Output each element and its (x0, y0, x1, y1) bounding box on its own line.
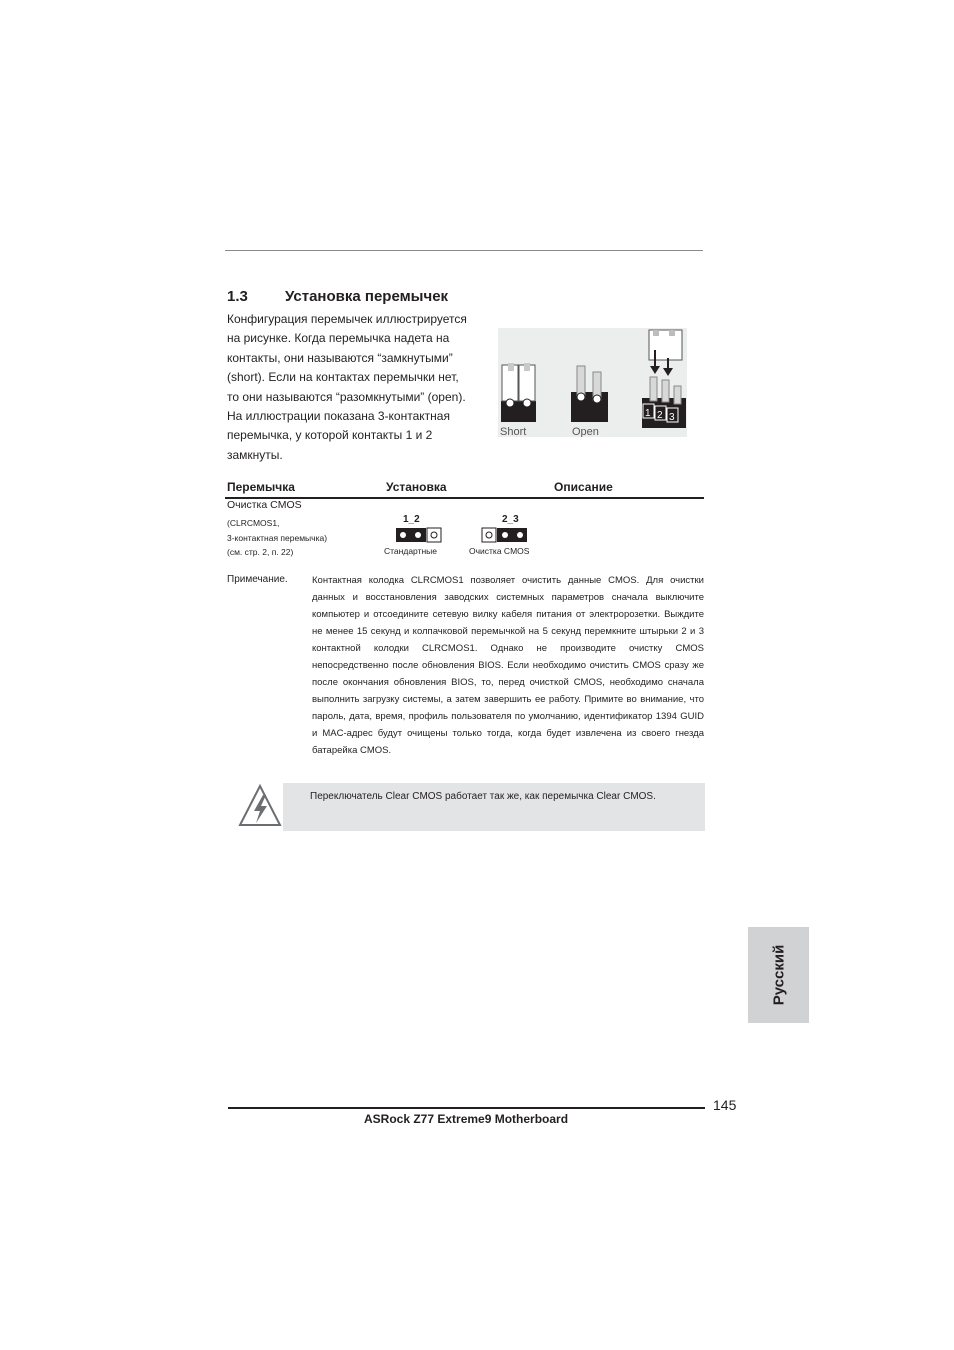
jumper-detail-line: (CLRCMOS1, (227, 518, 280, 528)
page-number: 145 (713, 1097, 737, 1113)
pin-label: 1 (645, 408, 651, 419)
warning-icon (237, 783, 283, 829)
section-title: Установка перемычек (285, 288, 449, 305)
jumper-illustration (498, 328, 687, 437)
intro-line: контакты, они называются “замкнутыми” (227, 350, 453, 365)
language-tab (748, 927, 809, 1023)
caption-default: Стандартные (384, 546, 438, 556)
header-description: Описание (554, 480, 613, 494)
short-jumper-graphic (501, 363, 536, 422)
callout-text: Переключатель Clear CMOS работает так же, как перемычка Clear CMOS. (310, 791, 656, 802)
header-setting: Установка (386, 480, 447, 494)
intro-line: то они называются “разомкнутыми” (open). (227, 389, 466, 404)
open-label: Open (572, 426, 599, 437)
footer-title: ASRock Z77 Extreme9 Motherboard (364, 1112, 569, 1126)
jumper-name: Очистка CMOS (227, 499, 302, 511)
short-label: Short (500, 426, 527, 437)
top-rule (225, 250, 703, 251)
intro-line: замкнуты. (227, 447, 283, 462)
intro-line: перемычка, у которой контакты 1 и 2 (227, 428, 433, 443)
jumper-detail-line: (см. стр. 2, п. 22) (227, 547, 294, 557)
pin-label: 2 (657, 410, 663, 421)
pins-label-default: 1_2 (403, 514, 420, 525)
intro-line: Конфигурация перемычек иллюстрируется (227, 312, 467, 326)
pins-label-clear: 2_3 (502, 514, 519, 525)
intro-line: На иллюстрации показана 3-контактная (227, 409, 450, 424)
note-text: Контактная колодка CLRCMOS1 позволяет очистить данные CMOS. Для очистки данных и восстановления заводских системных параметров сначала выключите компьютер и отсоедините сетевую вилку кабеля питания от электророзетки. Выждите не менее 15 секунд и колпачковой перемычкой на 5 секунд перемкните штырьки 2 и 3 контактной колодки CLRCMOS1. Однако не производите очистку CMOS непосредственно после обновления BIOS. Если необходимо очистить CMOS сразу же после окончания обновления BIOS, то, перед очисткой CMOS, необходимо сначала выполнить загрузку системы, а затем завершить ее работу. Примите во внимание, что пароль, дата, время, профиль пользователя по умолчанию, идентификатор 1394 GUID и MAC-адрес будут очищены только тогда, когда будет извлечена из своего гнезда батарейка CMOS. (312, 575, 704, 756)
caption-clear: Очистка CMOS (469, 546, 530, 556)
jumper-details (227, 516, 327, 560)
intro-line: на рисунке. Когда перемычка надета на (227, 331, 450, 346)
footer-rule (228, 1107, 705, 1109)
pin-label: 3 (669, 412, 675, 423)
header-jumper: Перемычка (227, 480, 295, 494)
intro-paragraph (227, 310, 489, 465)
note-label: Примечание. (227, 574, 288, 585)
pin-diagram-clear (481, 512, 529, 544)
intro-line: (short). Если на контактах перемычки нет, (227, 370, 459, 385)
language-tab-label: Русский (770, 944, 787, 1006)
section-number: 1.3 (227, 288, 248, 305)
pin-diagram-default (395, 512, 443, 544)
jumper-detail-line: 3-контактная перемычка) (227, 532, 328, 543)
